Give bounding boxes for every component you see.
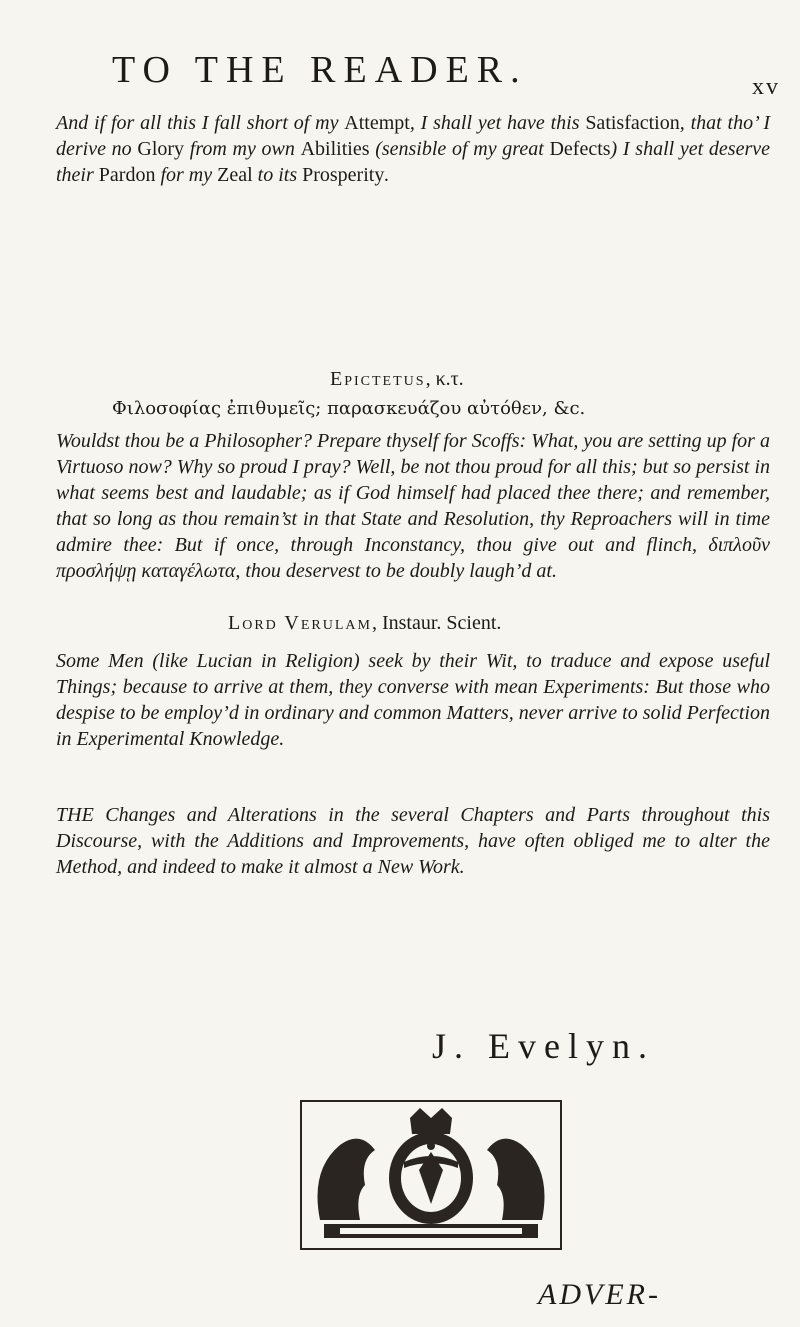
p1-a: And if for all this I fall short of my xyxy=(56,112,345,134)
epictetus-suffix: , κ.τ. xyxy=(425,368,464,390)
verulam-name: Lord Verulam xyxy=(228,612,372,634)
p1-o: to its xyxy=(252,164,303,186)
p1-p: Prosperity xyxy=(302,164,385,186)
p1-l: Pardon xyxy=(98,164,156,186)
running-title: TO THE READER. xyxy=(112,49,528,91)
p1-m: for my xyxy=(155,164,218,186)
p1-q: . xyxy=(384,164,390,186)
greek-quotation: Φιλοσοφίας ἐπιθυμεῖς; παρασκευάζου αὐτόθεν, &c. xyxy=(112,398,586,419)
crowned-eagle-coat-of-arms-icon xyxy=(300,1100,562,1250)
epictetus-citation xyxy=(330,368,464,391)
p1-g: from my own xyxy=(184,138,301,160)
page-header xyxy=(0,48,800,108)
p1-h: Abilities xyxy=(300,138,370,160)
paragraph-lucian: Some Men (like Lucian in Religion) seek by their Wit, to traduce and expose useful Things; because to arrive at them, they converse with mean Experiments: But those who despise to be employ’d in ordinary and common Matters, never arrive to solid Perfection in Experimental Knowledge. xyxy=(56,650,770,750)
p1-c: , I shall yet have this xyxy=(409,112,586,134)
p1-f: Glory xyxy=(137,138,185,160)
paragraph-philosopher: Wouldst thou be a Philosopher? Prepare thyself for Scoffs: What, you are setting up for a Virtuoso now? Why so proud I pray? Well, be not thou proud for all this; but so persist in what seems best and laudable; as if God himself had placed thee there; and remember, that so long as thou remain’st in that State and Resolution, thy Reproachers will in time admire thee: But if once, through Inconstancy, thou give out and flinch, διπλοῦν προσλήψῃ καταγέλωτα, thou deservest to be doubly laugh’d at. xyxy=(56,430,770,582)
page-number: xv xyxy=(752,74,780,100)
p1-n: Zeal xyxy=(217,164,253,186)
verulam-citation xyxy=(228,612,501,635)
verulam-work: , Instaur. Scient. xyxy=(371,612,502,634)
p1-e: , that tho’ I derive no xyxy=(56,112,771,160)
catchword: ADVER- xyxy=(538,1278,661,1311)
epictetus-name: Epictetus xyxy=(330,368,426,390)
p1-k: ) I shall yet deserve their xyxy=(56,138,770,186)
p1-i: (sensible of my great xyxy=(369,138,550,160)
signature: J. Evelyn. xyxy=(432,1026,655,1066)
p1-d: Satisfaction xyxy=(585,112,680,134)
p1-b: Attempt xyxy=(344,112,410,134)
p1-j: Defects xyxy=(549,138,611,160)
paragraph-changes: THE Changes and Alterations in the several Chapters and Parts throughout this Discourse, with the Additions and Improvements, have often obliged me to alter the Method, and indeed to make it almost a New Work. xyxy=(56,804,770,878)
paragraph-zeal xyxy=(56,110,770,188)
